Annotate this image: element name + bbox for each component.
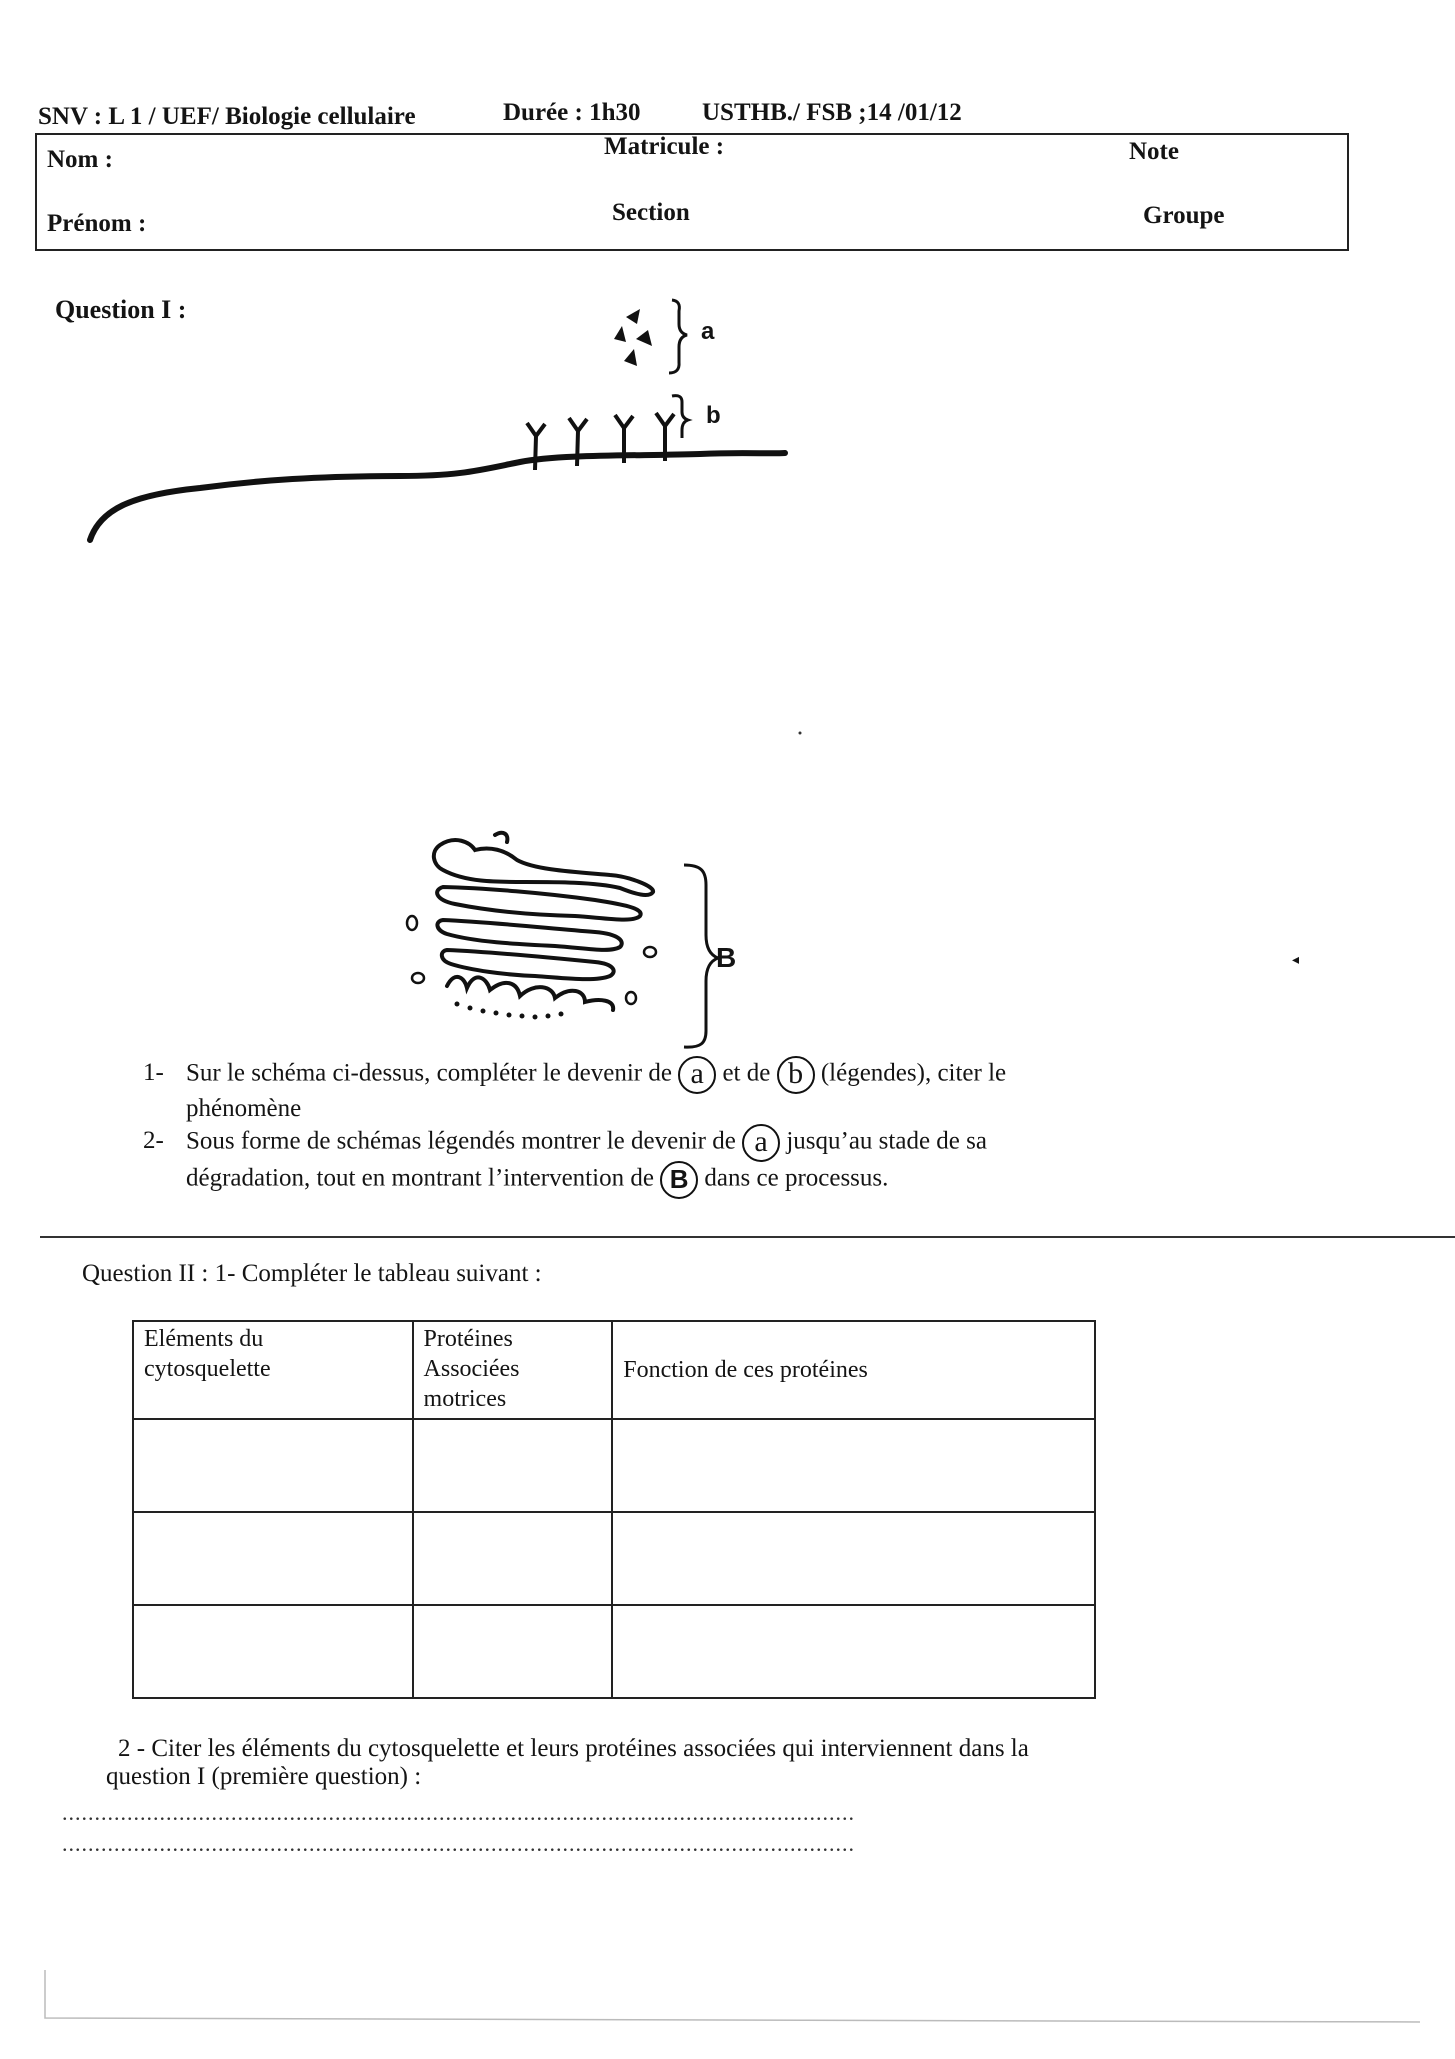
ribosome-dots xyxy=(455,1002,564,1020)
table-cell[interactable] xyxy=(612,1512,1095,1605)
section-divider xyxy=(40,1236,1455,1238)
table-header-row xyxy=(133,1321,1095,1419)
circled-a: a xyxy=(678,1056,716,1094)
q1-item1-number: 1- xyxy=(143,1059,164,1086)
header-function xyxy=(612,1321,1095,1419)
q1-item1-line1 xyxy=(186,1056,1006,1094)
q2-item2-line2: question I (première question) : xyxy=(106,1763,422,1790)
brace-b xyxy=(672,396,688,438)
header-elements-text: Eléments du cytosquelette xyxy=(144,1326,271,1382)
header-proteins-text: Protéines Associées motrices xyxy=(423,1326,520,1412)
matricule-label: Matricule : xyxy=(604,133,725,160)
header-function-text: Fonction de ces protéines xyxy=(623,1357,868,1383)
brace-a xyxy=(669,300,687,373)
exam-duration: Durée : 1h30 xyxy=(503,99,641,126)
answer-line-2[interactable]: .......................................................................................................................... xyxy=(62,1831,855,1856)
q1-item1-text-mid: et de xyxy=(722,1059,771,1087)
q1-item1-text-end: (légendes), citer le xyxy=(820,1059,1007,1087)
table-row xyxy=(133,1605,1095,1698)
answer-line-1[interactable]: .......................................................................................................................... xyxy=(62,1800,855,1825)
label-B: B xyxy=(716,942,737,973)
golgi-cisternae xyxy=(434,833,653,1010)
scan-edge-marks xyxy=(0,1940,1455,2059)
table-row xyxy=(133,1512,1095,1605)
speck xyxy=(799,732,802,735)
table-cell[interactable] xyxy=(612,1419,1095,1512)
section-label: Section xyxy=(612,199,690,226)
cytoskeleton-table xyxy=(132,1320,1096,1699)
q2-item2-line1: 2 - Citer les éléments du cytosquelette et leurs protéines associées qui interviennent dans la xyxy=(118,1735,1029,1762)
nom-label: Nom : xyxy=(47,146,113,173)
circled-b: b xyxy=(777,1056,815,1094)
label-b: b xyxy=(706,402,721,429)
q1-item2-line2 xyxy=(186,1161,888,1199)
q1-item2-line1 xyxy=(186,1124,987,1162)
table-row xyxy=(133,1419,1095,1512)
table-cell[interactable] xyxy=(413,1512,613,1605)
label-a: a xyxy=(701,318,715,345)
table-cell[interactable] xyxy=(413,1419,613,1512)
table-cell[interactable] xyxy=(133,1512,413,1605)
header-proteins xyxy=(413,1321,613,1419)
membrane-receptors xyxy=(527,413,674,470)
question-1-title: Question I : xyxy=(55,295,187,324)
q1-item2-line2-start: dégradation, tout en montrant l’intervention de xyxy=(186,1164,654,1192)
header-elements xyxy=(133,1321,413,1419)
q1-item1-line2: phénomène xyxy=(186,1095,302,1122)
groupe-label: Groupe xyxy=(1143,202,1225,229)
q1-item2-line2-end: dans ce processus. xyxy=(704,1164,889,1192)
prenom-label: Prénom : xyxy=(47,210,147,237)
margin-mark: ◂ xyxy=(1292,953,1300,968)
q1-item2-text-start: Sous forme de schémas légendés montrer le devenir de xyxy=(186,1127,736,1155)
table-cell[interactable] xyxy=(413,1605,613,1698)
q1-item2-number: 2- xyxy=(143,1127,164,1154)
table-cell[interactable] xyxy=(133,1605,413,1698)
q1-item2-text-end: jusqu’au stade de sa xyxy=(786,1127,987,1155)
course-title: SNV : L 1 / UEF/ Biologie cellulaire xyxy=(38,103,416,130)
institution-date: USTHB./ FSB ;14 /01/12 xyxy=(702,99,962,126)
ligand-triangles xyxy=(614,309,652,366)
table-cell[interactable] xyxy=(612,1605,1095,1698)
circled-B: B xyxy=(660,1161,698,1199)
circled-a-2: a xyxy=(742,1124,780,1162)
q1-item1-text-start: Sur le schéma ci-dessus, compléter le devenir de xyxy=(186,1059,672,1087)
note-label: Note xyxy=(1129,138,1179,165)
plasma-membrane xyxy=(90,453,785,540)
table-cell[interactable] xyxy=(133,1419,413,1512)
question-2-title: Question II : 1- Compléter le tableau suivant : xyxy=(82,1260,542,1287)
